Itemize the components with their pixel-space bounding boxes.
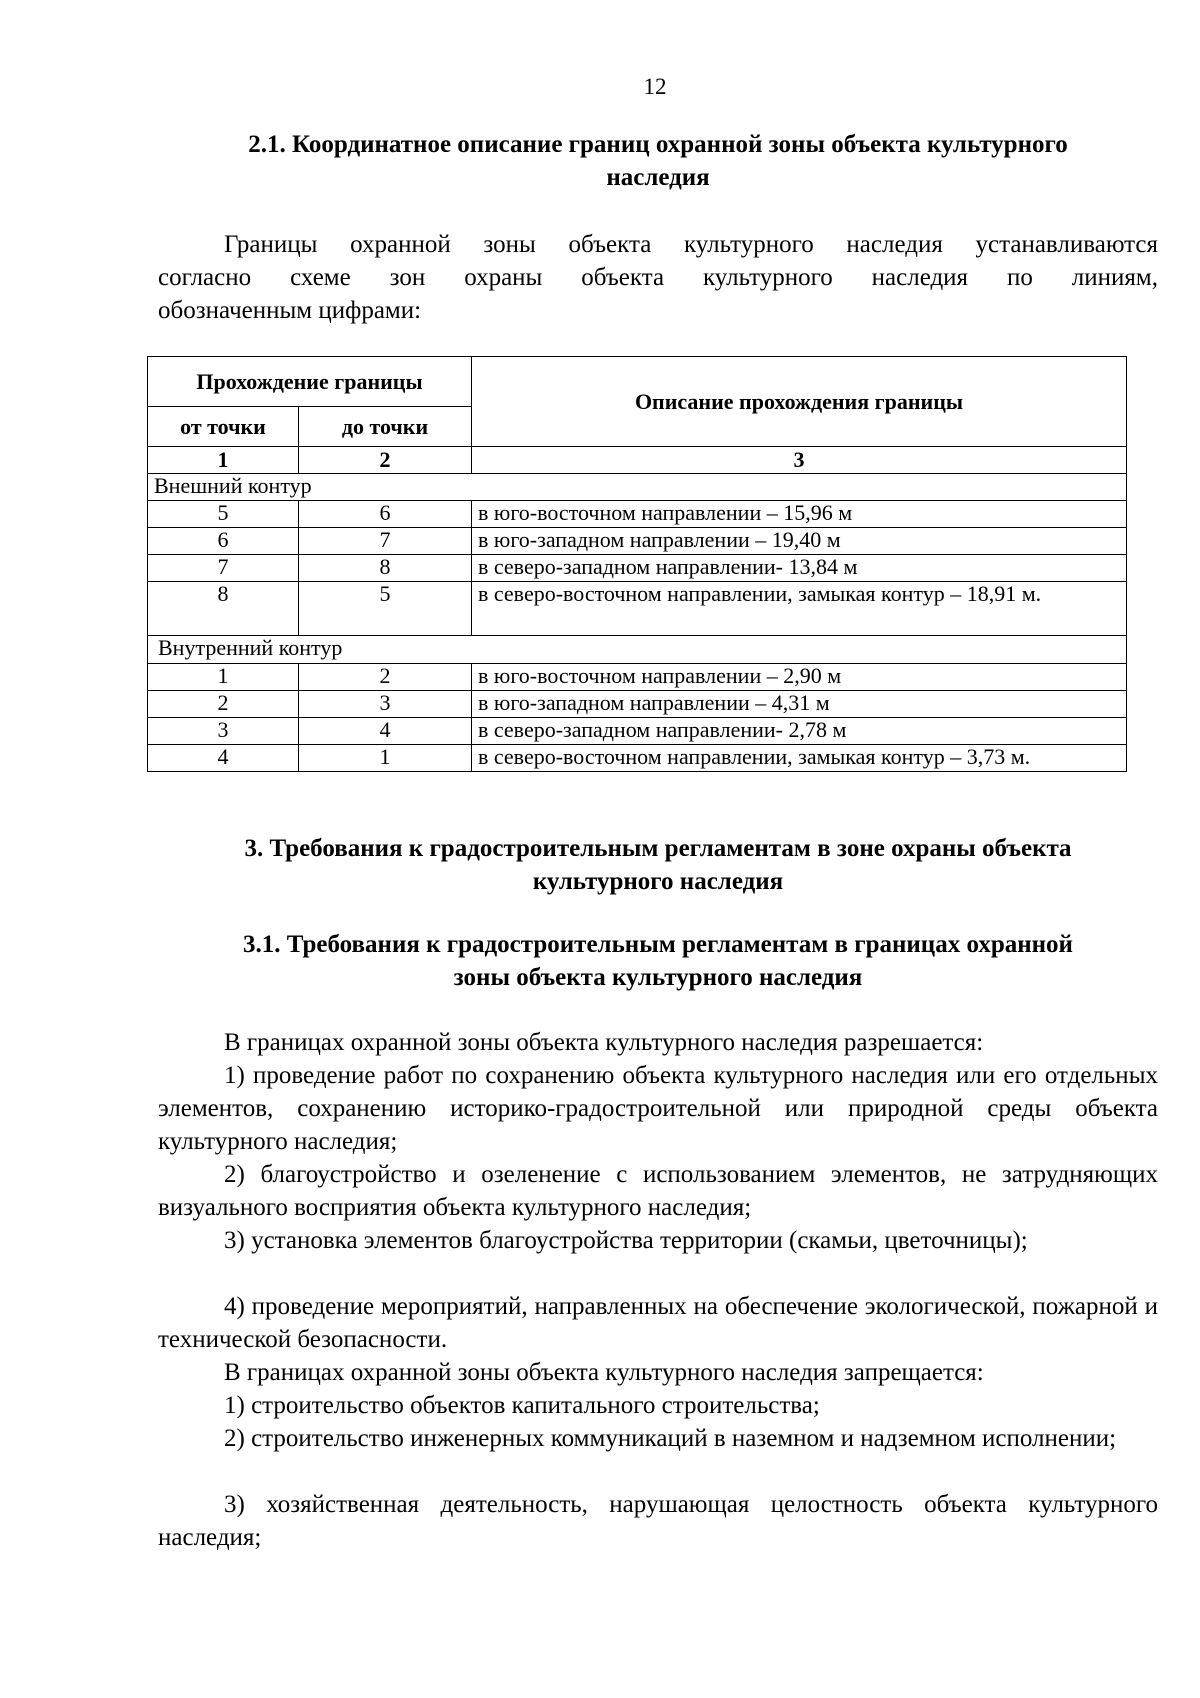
- cell-to: 2: [299, 664, 472, 691]
- cell-description: в юго-западном направлении – 4,31 м: [472, 691, 1127, 718]
- table-section-row: [148, 636, 1127, 664]
- allowed-item-2: 2) благоустройство и озеленение с использованием элементов, не затрудняющих визуального восприятия объекта культурного наследия;: [158, 1161, 1158, 1221]
- forbidden-item-1: 1) строительство объектов капитального строительства;: [224, 1392, 820, 1419]
- table-row: [148, 718, 1127, 745]
- cell-to: 3: [299, 691, 472, 718]
- table-row: [148, 528, 1127, 555]
- intro-line: Границы охранной зоны объекта культурного наследия устанавливаются: [224, 231, 1158, 258]
- header-to-point: до точки: [299, 407, 472, 447]
- allowed-item-3: 3) установка элементов благоустройства территории (скамьи, цветочницы);: [224, 1227, 1028, 1254]
- table-header-row: [148, 357, 1127, 407]
- heading-2-1: [158, 128, 1158, 194]
- cell-from: 4: [148, 745, 299, 772]
- heading-2-1-line2: наследия: [606, 164, 710, 191]
- cell-from: 7: [148, 555, 299, 582]
- heading-3-1: [158, 928, 1158, 994]
- column-number: 3: [472, 447, 1127, 474]
- table-row: [148, 745, 1127, 772]
- section-label-inner: Внутренний контур: [148, 636, 1127, 664]
- header-from-point: от точки: [148, 407, 299, 447]
- cell-from: 8: [148, 582, 299, 636]
- cell-description: в северо-западном направлении- 13,84 м: [472, 555, 1127, 582]
- allowed-item-4: 4) проведение мероприятий, направленных на обеспечение экологической, пожарной и технической безопасности.: [158, 1293, 1158, 1353]
- cell-from: 6: [148, 528, 299, 555]
- cell-description: в северо-восточном направлении, замыкая контур – 3,73 м.: [472, 745, 1127, 772]
- cell-description: в юго-западном направлении – 19,40 м: [472, 528, 1127, 555]
- cell-to: 6: [299, 501, 472, 528]
- cell-to: 5: [299, 582, 472, 636]
- heading-2-1-line1: 2.1. Координатное описание границ охранной зоны объекта культурного: [248, 131, 1068, 158]
- cell-description: в юго-восточном направлении – 15,96 м: [472, 501, 1127, 528]
- cell-description: в северо-западном направлении- 2,78 м: [472, 718, 1127, 745]
- cell-description: в северо-восточном направлении, замыкая контур – 18,91 м.: [472, 582, 1127, 636]
- heading-3-line1: 3. Требования к градостроительным регламентам в зоне охраны объекта: [244, 835, 1072, 862]
- intro-paragraph: [158, 228, 1158, 327]
- table-row: [148, 582, 1127, 636]
- forbidden-intro: В границах охранной зоны объекта культурного наследия запрещается:: [224, 1359, 984, 1386]
- heading-3-line2: культурного наследия: [532, 868, 784, 895]
- table-row: [148, 501, 1127, 528]
- cell-to: 4: [299, 718, 472, 745]
- column-number: 1: [148, 447, 299, 474]
- cell-description: в юго-восточном направлении – 2,90 м: [472, 664, 1127, 691]
- table-row: [148, 555, 1127, 582]
- boundary-table: [147, 356, 1127, 772]
- cell-from: 2: [148, 691, 299, 718]
- allowed-intro: В границах охранной зоны объекта культурного наследия разрешается:: [224, 1029, 984, 1056]
- heading-3: [158, 832, 1158, 898]
- cell-to: 8: [299, 555, 472, 582]
- section-label-outer: Внешний контур: [148, 474, 1127, 501]
- heading-3-1-line1: 3.1. Требования к градостроительным регламентам в границах охранной: [243, 931, 1073, 958]
- heading-3-1-line2: зоны объекта культурного наследия: [453, 964, 863, 991]
- cell-to: 7: [299, 528, 472, 555]
- table-column-numbers-row: [148, 447, 1127, 474]
- table-row: [148, 691, 1127, 718]
- forbidden-item-3: 3) хозяйственная деятельность, нарушающая целостность объекта культурного наследия;: [158, 1491, 1158, 1551]
- intro-line: обозначенным цифрами:: [158, 297, 422, 324]
- table-row: [148, 664, 1127, 691]
- page-number: 12: [643, 74, 667, 99]
- forbidden-item-2: 2) строительство инженерных коммуникаций в наземном и надземном исполнении;: [224, 1425, 1117, 1452]
- header-description: Описание прохождения границы: [472, 357, 1127, 447]
- intro-line: согласно схеме зон охраны объекта культурного наследия по линиям,: [158, 264, 1158, 291]
- cell-from: 5: [148, 501, 299, 528]
- column-number: 2: [299, 447, 472, 474]
- header-boundary-group: Прохождение границы: [148, 357, 472, 407]
- cell-from: 1: [148, 664, 299, 691]
- table-section-row: [148, 474, 1127, 501]
- cell-to: 1: [299, 745, 472, 772]
- allowed-item-1: 1) проведение работ по сохранению объекта культурного наследия или его отдельных элементов, сохранению историко-градостроительной или природной среды объекта культурного наследия;: [158, 1062, 1158, 1155]
- cell-from: 3: [148, 718, 299, 745]
